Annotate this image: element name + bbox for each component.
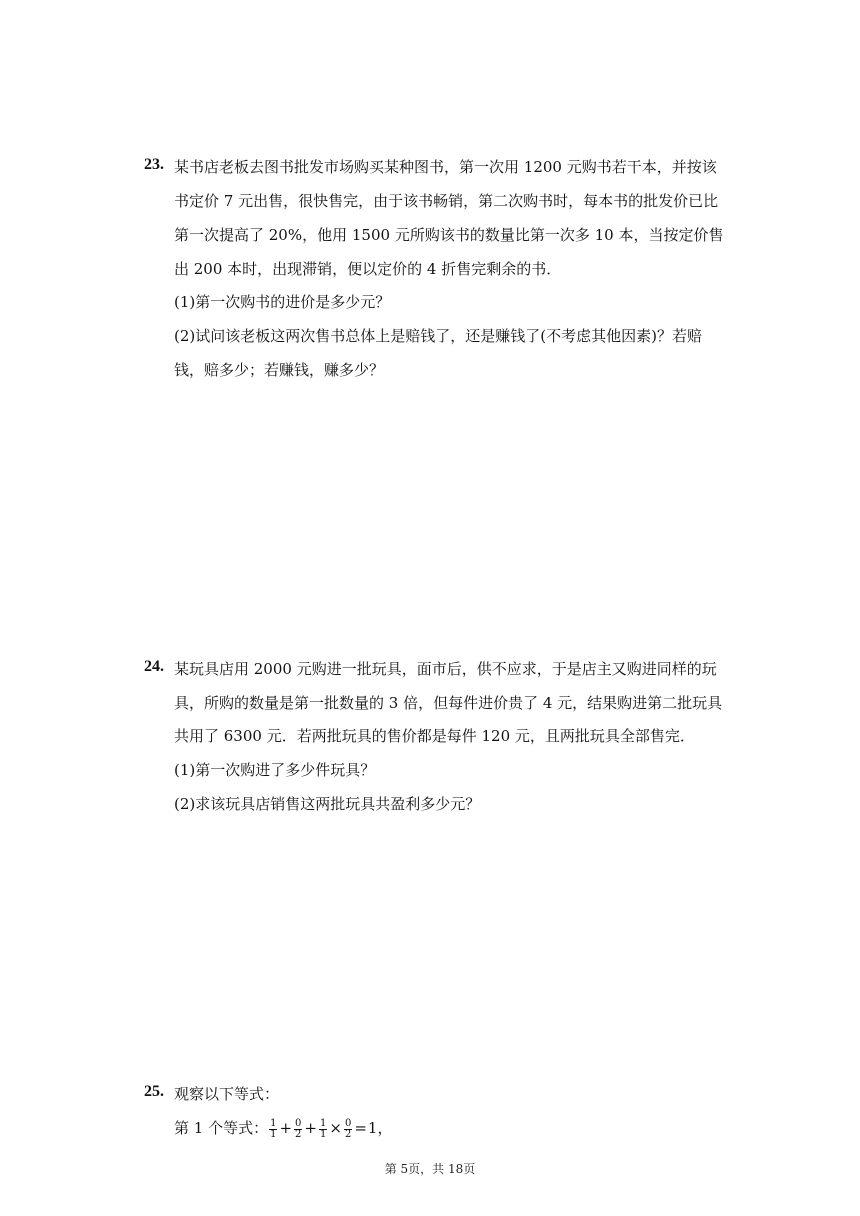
equals-sign: = — [354, 1119, 367, 1137]
plus-sign: + — [304, 1119, 317, 1137]
sub-question-2: (2)试问该老板这两次售书总体上是赔钱了，还是赚钱了(不考虑其他因素)？若赔 — [174, 327, 702, 345]
question-number: 23. — [144, 156, 164, 173]
sub-question-1: (1)第一次购进了多少件玩具？ — [174, 761, 376, 779]
question-text-line: 书定价 7 元出售，很快售完，由于该书畅销，第二次购书时，每本书的批发价已比 — [174, 192, 719, 210]
fraction: $\frac{1}{1}$ — [320, 1117, 327, 1140]
fraction: $\frac{0}{2}$ — [344, 1117, 352, 1140]
question-text-line: 出 200 本时，出现滞销，便以定价的 4 折售完剩余的书． — [174, 260, 562, 278]
equation-label: 第 1 个等式： — [174, 1119, 269, 1137]
question-number: 24. — [144, 658, 164, 675]
times-sign: × — [329, 1119, 342, 1137]
page-footer: 第 5页，共 18页 — [384, 1162, 476, 1176]
sub-question-1: (1)第一次购书的进价是多少元？ — [174, 293, 391, 311]
question-text-line: 某书店老板去图书批发市场购买某种图书，第一次用 1200 元购书若干本，并按该 — [174, 158, 717, 176]
question-number: 25. — [144, 1083, 164, 1100]
plus-sign: + — [279, 1119, 293, 1137]
question-text-line: 第一次提高了 20%，他用 1500 元所购该书的数量比第一次多 10 本，当按定价售 — [174, 226, 724, 244]
question-intro: 观察以下等式： — [174, 1085, 280, 1103]
question-text-line: 某玩具店用 2000 元购进一批玩具，面市后，供不应求，于是店主又购进同样的玩 — [174, 660, 717, 678]
sub-question-2: (2)求该玩具店销售这两批玩具共盈利多少元？ — [174, 795, 481, 813]
fraction: $\frac{1}{1}$ — [270, 1117, 277, 1140]
fraction: $\frac{0}{2}$ — [295, 1117, 302, 1140]
question-text-line: 具，所购的数量是第一批数量的 3 倍，但每件进价贵了 4 元，结果购进第二批玩具 — [174, 694, 723, 712]
equation-result: 1， — [367, 1119, 393, 1137]
question-text-line: 共用了 6300 元．若两批玩具的售价都是每件 120 元，且两批玩具全部售完． — [174, 727, 695, 745]
sub-question-2-cont: 钱，赔多少；若赚钱，赚多少？ — [174, 361, 385, 379]
equation-line — [174, 1118, 734, 1140]
